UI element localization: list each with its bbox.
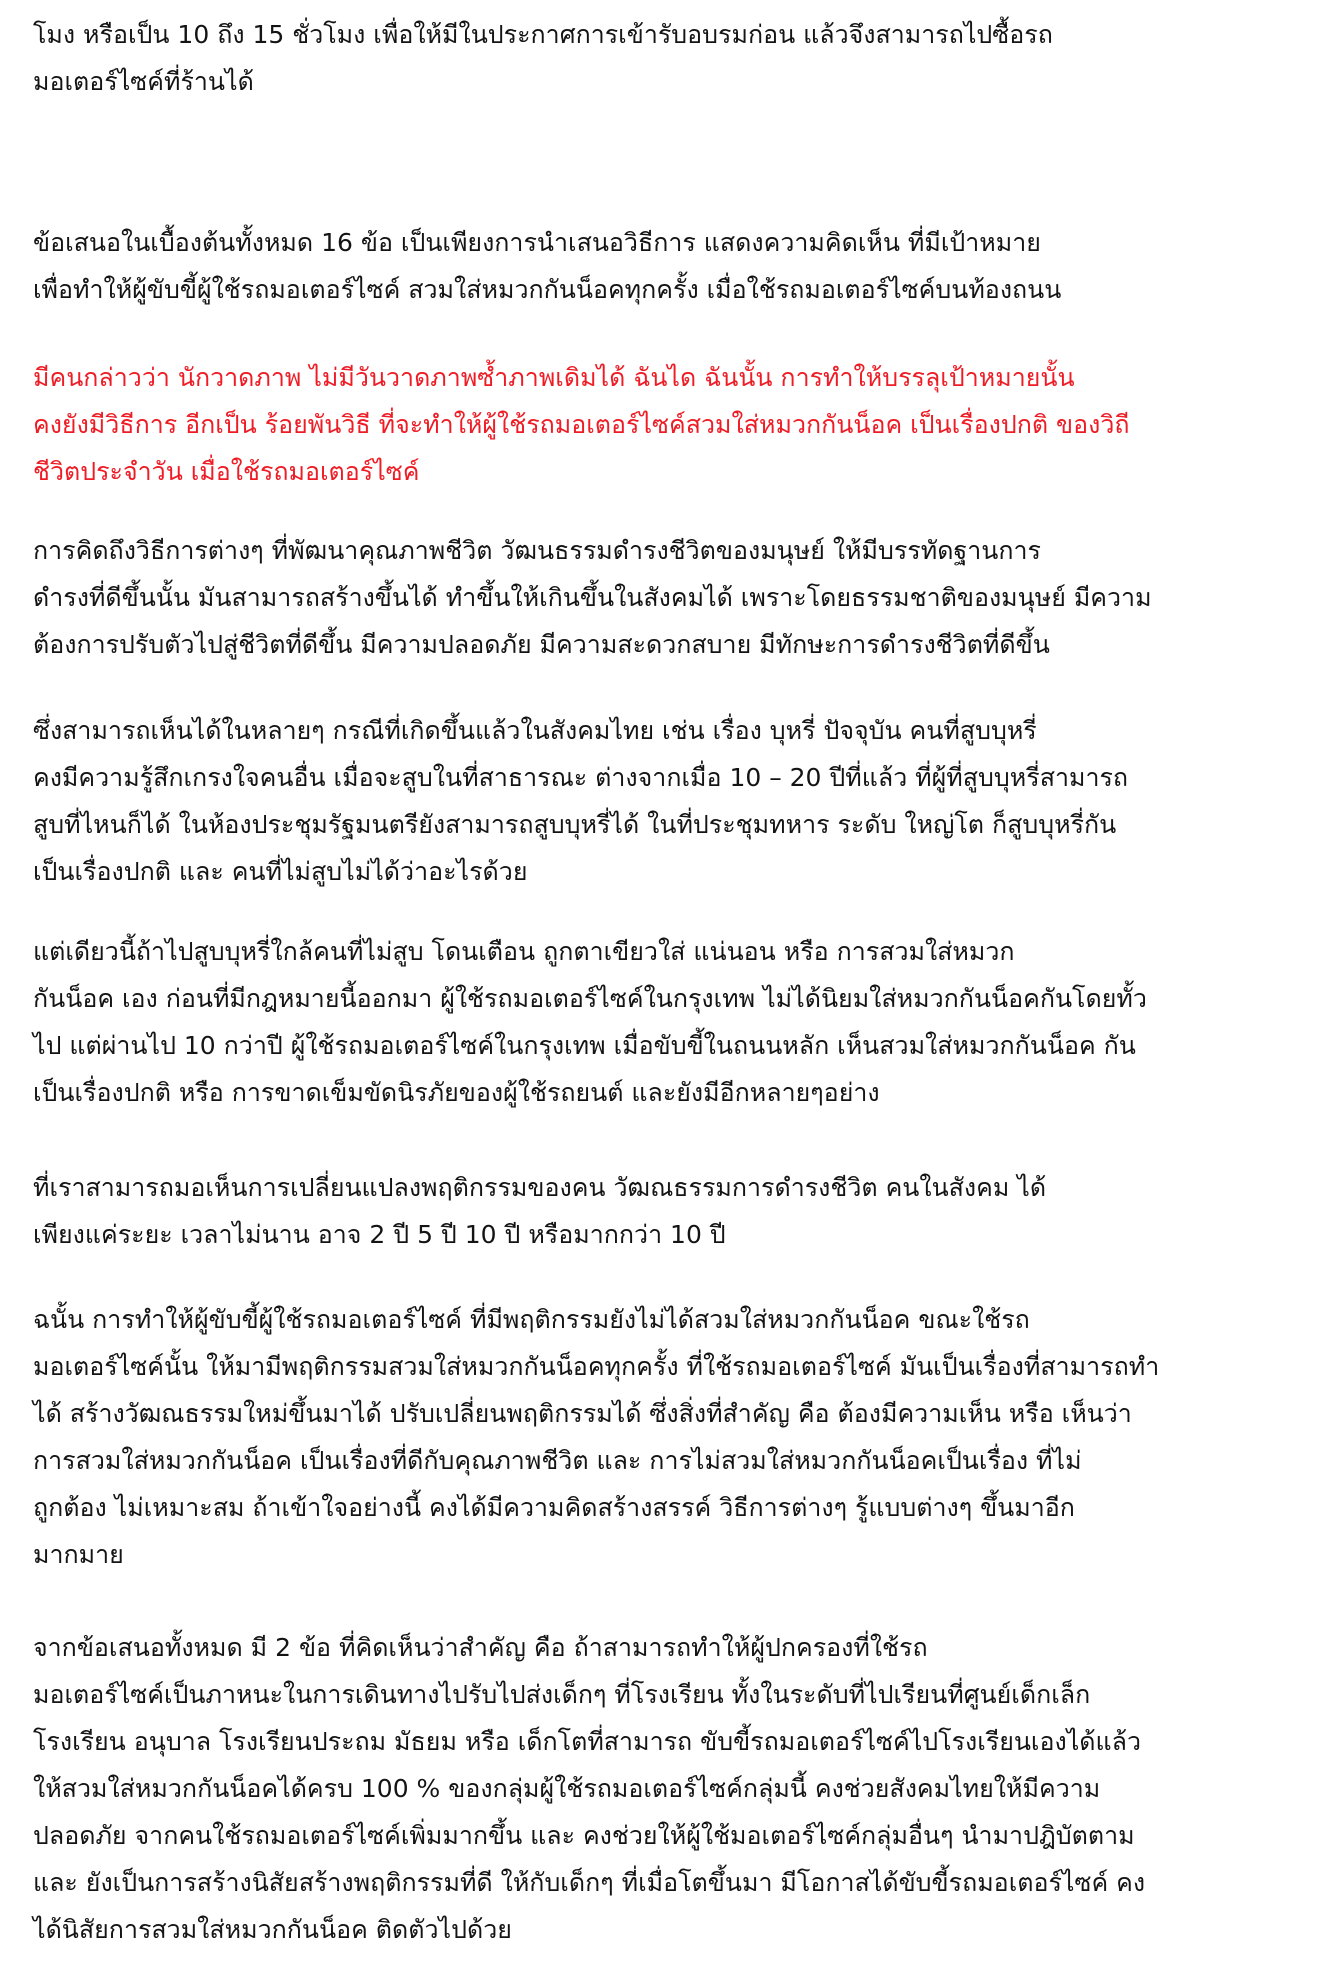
text-line: ต้องการปรับตัวไปสู่ชีวิตที่ดีขึ้น มีความปลอดภัย มีความสะดวกสบาย มีทักษะการดำรงชีวิตที่ดีขึ้น (33, 630, 1050, 659)
text-line: คงยังมีวิธีการ อีกเป็น ร้อยพันวิธี ที่จะทำให้ผู้ใช้รถมอเตอร์ไซค์สวมใส่หมวกกันน็อค เป็นเรื่องปกติ ของวิถี (33, 410, 1130, 439)
text-line: เพียงแค่ระยะ เวลาไม่นาน อาจ 2 ปี 5 ปี 10 ปี หรือมากกว่า 10 ปี (33, 1220, 726, 1249)
text-line: ปลอดภัย จากคนใช้รถมอเตอร์ไซค์เพิ่มมากขึ้น และ คงช่วยให้ผู้ใช้มอเตอร์ไซค์กลุ่มอื่นๆ นำมาปฎิบัตตาม (33, 1821, 1135, 1850)
text-line: ไป แต่ผ่านไป 10 กว่าปี ผู้ใช้รถมอเตอร์ไซค์ในกรุงเทพ เมื่อขับขี้ในถนนหลัก เห็นสวมใส่หมวกกันน็อค กัน (33, 1031, 1136, 1060)
text-line: เป็นเรื่องปกติ และ คนที่ไม่สูบไม่ได้ว่าอะไรด้วย (33, 857, 528, 886)
text-line: ฉนั้น การทำให้ผู้ขับขี้ผู้ใช้รถมอเตอร์ไซค์ ที่มีพฤติกรรมยังไม่ได้สวมใส่หมวกกันน็อค ขณะใช้รถ (33, 1305, 1030, 1334)
paragraph-smoking-example (33, 707, 1293, 895)
text-line: ที่เราสามารถมอเห็นการเปลี่ยนแปลงพฤติกรรมของคน วัฒณธรรมการดำรงชีวิต คนในสังคม ได้ (33, 1173, 1047, 1202)
text-line: แต่เดียวนี้ถ้าไปสูบบุหรี่ใกล้คนที่ไม่สูบ โดนเตือน ถูกตาเขียวใส่ แน่นอน หรือ การสวมใส่หมวก (33, 937, 1015, 966)
paragraph-highlighted-red (33, 354, 1293, 495)
text-line: จากข้อเสนอทั้งหมด มี 2 ข้อ ที่คิดเห็นว่าสำคัญ คือ ถ้าสามารถทำให้ผู้ปกครองที่ใช้รถ (33, 1633, 928, 1662)
text-line: การสวมใส่หมวกกันน็อค เป็นเรื่องที่ดีกับคุณภาพชีวิต และ การไม่สวมใส่หมวกกันน็อคเป็นเรื่อง ที่ไม่ (33, 1446, 1082, 1475)
paragraph-behavior-change (33, 1164, 1293, 1258)
text-line: ดำรงที่ดีขึ้นนั้น มันสามารถสร้างขึ้นได้ ทำขึ้นให้เกินขึ้นในสังคมได้ เพราะโดยธรรมชาติของมนุษย์ มีความ (33, 583, 1152, 612)
paragraph-continuation (33, 11, 1293, 105)
text-line: ให้สวมใส่หมวกกันน็อคได้ครบ 100 % ของกลุ่มผู้ใช้รถมอเตอร์ไซค์กลุ่มนี้ คงช่วยสังคมไทยให้มีความ (33, 1774, 1101, 1803)
text-line: ข้อเสนอในเบื้องต้นทั้งหมด 16 ข้อ เป็นเพียงการนำเสนอวิธีการ แสดงความคิดเห็น ที่มีเป้าหมาย (33, 228, 1041, 257)
text-line: เป็นเรื่องปกติ หรือ การขาดเข็มขัดนิรภัยของผู้ใช้รถยนต์ และยังมีอีกหลายๆอย่าง (33, 1078, 880, 1107)
text-line: เพื่อทำให้ผู้ขับขี้ผู้ใช้รถมอเตอร์ไซค์ สวมใส่หมวกกันน็อคทุกครั้ง เมื่อใช้รถมอเตอร์ไซค์บนท้องถนน (33, 275, 1062, 304)
text-line: ได้ สร้างวัฒณธรรมใหม่ขึ้นมาได้ ปรับเปลี่ยนพฤติกรรมได้ ซึ่งสิ่งที่สำคัญ คือ ต้องมีความเห็น หรือ เห็นว่า (33, 1399, 1132, 1428)
text-line: ถูกต้อง ไม่เหมาะสม ถ้าเข้าใจอย่างนี้ คงได้มีความคิดสร้างสรรค์ วิธีการต่างๆ รู้แบบต่างๆ ขึ้นมาอีก (33, 1493, 1075, 1522)
text-line: โรงเรียน อนุบาล โรงเรียนประถม มัธยม หรือ เด็กโตที่สามารถ ขับขี้รถมอเตอร์ไซค์ไปโรงเรียนเองได้แล้ว (33, 1727, 1141, 1756)
paragraph-conclusion (33, 1624, 1293, 1953)
text-line: ได้นิสัยการสวมใส่หมวกกันน็อค ติดตัวไปด้วย (33, 1915, 512, 1944)
text-line: ซึ่งสามารถเห็นได้ในหลายๆ กรณีที่เกิดขึ้นแล้วในสังคมไทย เช่น เรื่อง บุหรี่ ปัจจุบัน คนที่สูบบุหรี่ (33, 716, 1037, 745)
text-line: สูบที่ไหนก็ได้ ในห้องประชุมรัฐมนตรียังสามารถสูบบุหรี่ได้ ในที่ประชุมทหาร ระดับ ใหญ่โต ก็สูบบุหรี่กัน (33, 810, 1117, 839)
text-line: มีคนกล่าวว่า นักวาดภาพ ไม่มีวันวาดภาพซ้ำภาพเดิมได้ ฉันได ฉันนั้น การทำให้บรรลุเป้าหมายนั้น (33, 363, 1075, 392)
text-line: มอเตอร์ไซค์เป็นภาหนะในการเดินทางไปรับไปส่งเด็กๆ ที่โรงเรียน ทั้งในระดับที่ไปเรียนที่ศูนย์เด็กเล็ก (33, 1680, 1091, 1709)
paragraph-helmet-law-example (33, 928, 1293, 1116)
text-line: คงมีความรู้สึกเกรงใจคนอื่น เมื่อจะสูบในที่สาธารณะ ต่างจากเมื่อ 10 – 20 ปีที่แล้ว ที่ผู้ที่สูบบุหรี่สามารถ (33, 763, 1129, 792)
text-line: ชีวิตประจำวัน เมื่อใช้รถมอเตอร์ไซค์ (33, 457, 420, 486)
text-line: และ ยังเป็นการสร้างนิสัยสร้างพฤติกรรมที่ดี ให้กับเด็กๆ ที่เมื่อโตขึ้นมา มีโอกาสได้ขับขี้รถมอเตอร์ไซค์ คง (33, 1868, 1146, 1897)
text-line: มากมาย (33, 1540, 124, 1569)
paragraph-proposals-summary (33, 219, 1293, 313)
text-line: โมง หรือเป็น 10 ถึง 15 ชั่วโมง เพื่อให้มีในประกาศการเข้ารับอบรมก่อน แล้วจึงสามารถไปซื้อรถ (33, 20, 1053, 49)
paragraph-therefore (33, 1296, 1293, 1578)
text-line: การคิดถึงวิธีการต่างๆ ที่พัฒนาคุณภาพชีวิต วัฒนธรรมดำรงชีวิตของมนุษย์ ให้มีบรรทัดฐานการ (33, 536, 1041, 565)
paragraph-quality-of-life (33, 527, 1293, 668)
text-line: มอเตอร์ไซค์นั้น ให้มามีพฤติกรรมสวมใส่หมวกกันน็อคทุกครั้ง ที่ใช้รถมอเตอร์ไซค์ มันเป็นเรื่องที่สามารถทำ (33, 1352, 1160, 1381)
text-line: กันน็อค เอง ก่อนที่มีกฎหมายนี้ออกมา ผู้ใช้รถมอเตอร์ไซค์ในกรุงเทพ ไม่ได้นิยมใส่หมวกกันน็อคกันโดยทั้ว (33, 984, 1147, 1013)
text-line: มอเตอร์ไซค์ที่ร้านได้ (33, 67, 254, 96)
